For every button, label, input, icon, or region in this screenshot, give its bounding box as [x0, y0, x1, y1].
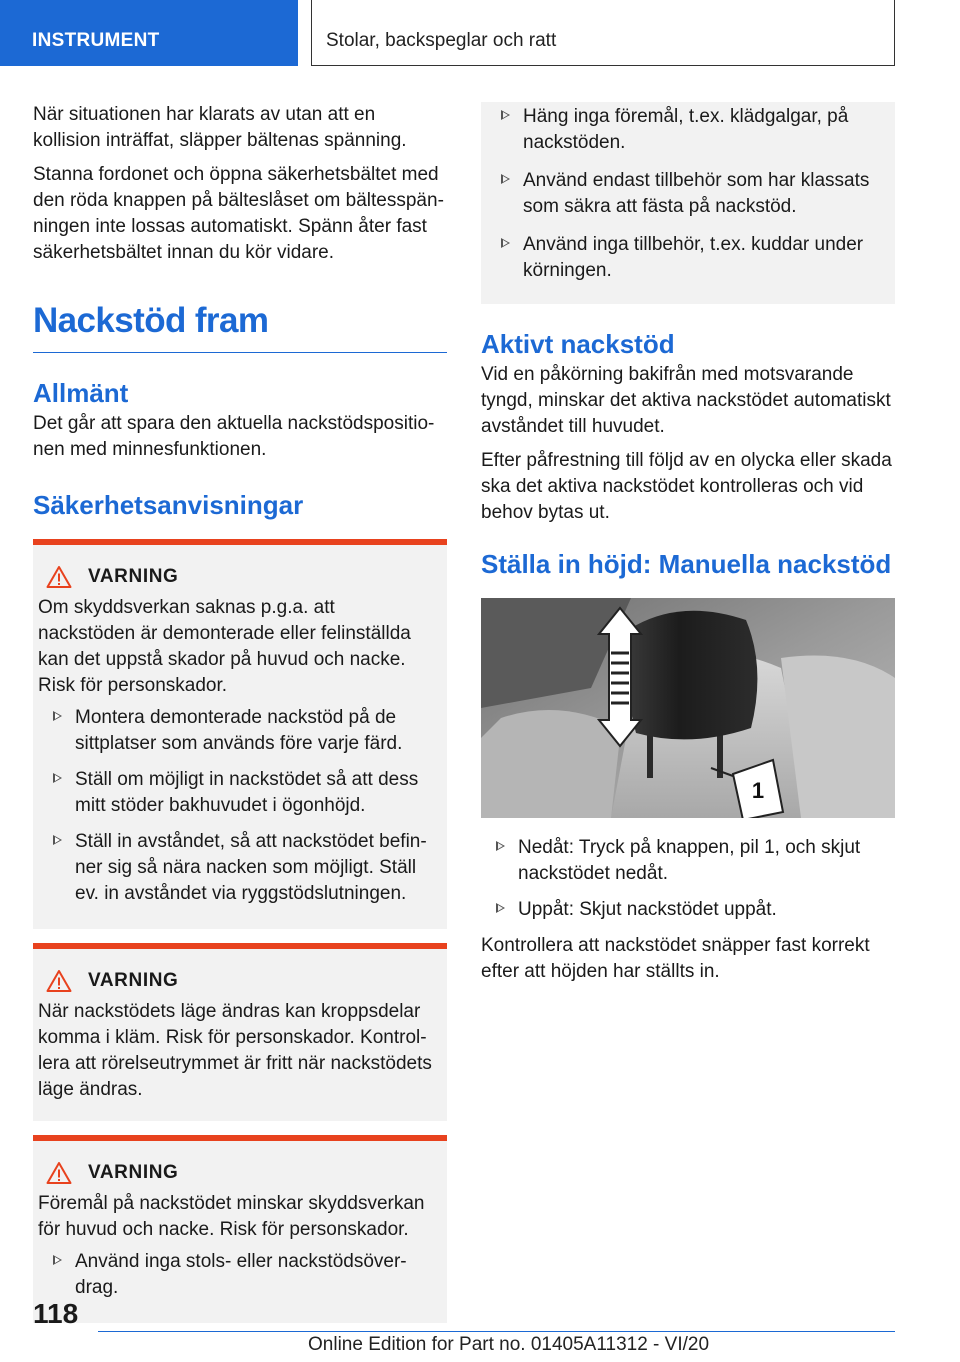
- warning-text: Om skyddsverkan saknas p.g.a. att nackstöden är demonterade eller felinställda kan det uppstå skador på huvud och nacke. Risk för personskador.: [38, 597, 411, 696]
- bullet-triangle-icon: [496, 903, 505, 913]
- active-paragraph-2: Efter påfrestning till följd av en olycka eller skada ska det aktiva nackstödet kontrolleras och vid behov bytas ut.: [481, 450, 892, 523]
- warning-title: VARNING: [88, 566, 179, 587]
- list-item: Häng inga föremål, t.ex. klädgalgar, på nackstöden.: [486, 104, 885, 156]
- bullet-triangle-icon: [53, 711, 62, 721]
- bullet-triangle-icon: [53, 773, 62, 783]
- footer-divider: [98, 1331, 895, 1332]
- list-item: Använd endast tillbehör som har klassats som säkra att fästa på nackstöd.: [486, 168, 885, 220]
- warning-box-1: [33, 539, 447, 929]
- right-column: [481, 102, 895, 993]
- intro-paragraph-1: När situationen har klarats av utan att en kollision inträffat, släpper bältenas spänning.: [33, 104, 407, 151]
- warning-list: [38, 705, 437, 907]
- list-item: Uppåt: Skjut nackstödet uppåt.: [481, 897, 895, 923]
- figure-label: 1: [751, 778, 765, 803]
- list-item: Använd inga tillbehör, t.ex. kuddar under körningen.: [486, 232, 885, 284]
- heading-adjust-height: Ställa in höjd: Manuella nackstöd: [481, 549, 892, 579]
- warning-title: VARNING: [88, 1162, 179, 1183]
- continued-warning-box: [481, 102, 895, 304]
- intro-paragraph-2: Stanna fordonet och öppna säkerhetsbältet med den röda knappen på bälteslåset om bältesspänningen inte lossas automatiskt. Spänn åter fast säkerhetsbältet innan du kör vidare.: [33, 164, 444, 263]
- heading-active-headrest: Aktivt nackstöd: [481, 329, 675, 359]
- list-item: Nedåt: Tryck på knappen, pil 1, och skjut nackstödet nedåt.: [481, 835, 895, 887]
- warning-list: [38, 1249, 437, 1301]
- bullet-triangle-icon: [53, 1255, 62, 1265]
- headrest-illustration: [481, 598, 895, 818]
- chapter-title: Stolar, backspeglar och ratt: [311, 0, 895, 66]
- bullet-triangle-icon: [501, 238, 510, 248]
- warning-triangle-icon: [46, 565, 72, 589]
- bullet-triangle-icon: [501, 110, 510, 120]
- section-tab[interactable]: INSTRUMENT: [0, 0, 298, 66]
- left-column: [33, 102, 447, 1323]
- list-item: Använd inga stols- eller nackstödsöverdrag.: [38, 1249, 437, 1301]
- warning-box-3: [33, 1135, 447, 1323]
- warning-text: När nackstödets läge ändras kan kroppsdelar komma i kläm. Risk för personskador. Kontrollera att rörelseutrymmet är fritt när nackstödets läge ändras.: [38, 1001, 432, 1100]
- general-paragraph: Det går att spara den aktuella nackstödspositionen med minnesfunktionen.: [33, 413, 435, 460]
- list-item: Montera demonterade nackstöd på de sittplatser som används före varje färd.: [38, 705, 437, 757]
- edition-text[interactable]: Online Edition for Part no. 01405A11312 - VI/20: [308, 1334, 710, 1355]
- heading-safety: Säkerhetsanvisningar: [33, 490, 304, 520]
- height-steps-list: [481, 835, 895, 923]
- warning-text: Föremål på nackstödet minskar skyddsverkan för huvud och nacke. Risk för personskador.: [38, 1193, 425, 1240]
- warning-title: VARNING: [88, 970, 179, 991]
- bullet-triangle-icon: [496, 841, 505, 851]
- warning-triangle-icon: [46, 1161, 72, 1185]
- active-paragraph-1: Vid en påkörning bakifrån med motsvarande tyngd, minskar det aktiva nackstödet automatiskt avståndet till huvudet.: [481, 364, 891, 437]
- warning-box-2: [33, 943, 447, 1121]
- heading-general: Allmänt: [33, 378, 129, 408]
- warning-list: [486, 104, 885, 284]
- list-item: Ställ om möjligt in nackstödet så att dess mitt stöder bakhuvudet i ögonhöjd.: [38, 767, 437, 819]
- page-number: 118: [33, 1298, 79, 1329]
- bullet-triangle-icon: [53, 835, 62, 845]
- list-item: Ställ in avståndet, så att nackstödet befinner sig så nära nacken som möjligt. Ställ ev. in avståndet via ryggstödslutningen.: [38, 829, 437, 907]
- heading-front-headrest: Nackstöd fram: [33, 300, 447, 353]
- warning-triangle-icon: [46, 969, 72, 993]
- bullet-triangle-icon: [501, 174, 510, 184]
- closing-paragraph: Kontrollera att nackstödet snäpper fast korrekt efter att höjden har ställts in.: [481, 935, 870, 982]
